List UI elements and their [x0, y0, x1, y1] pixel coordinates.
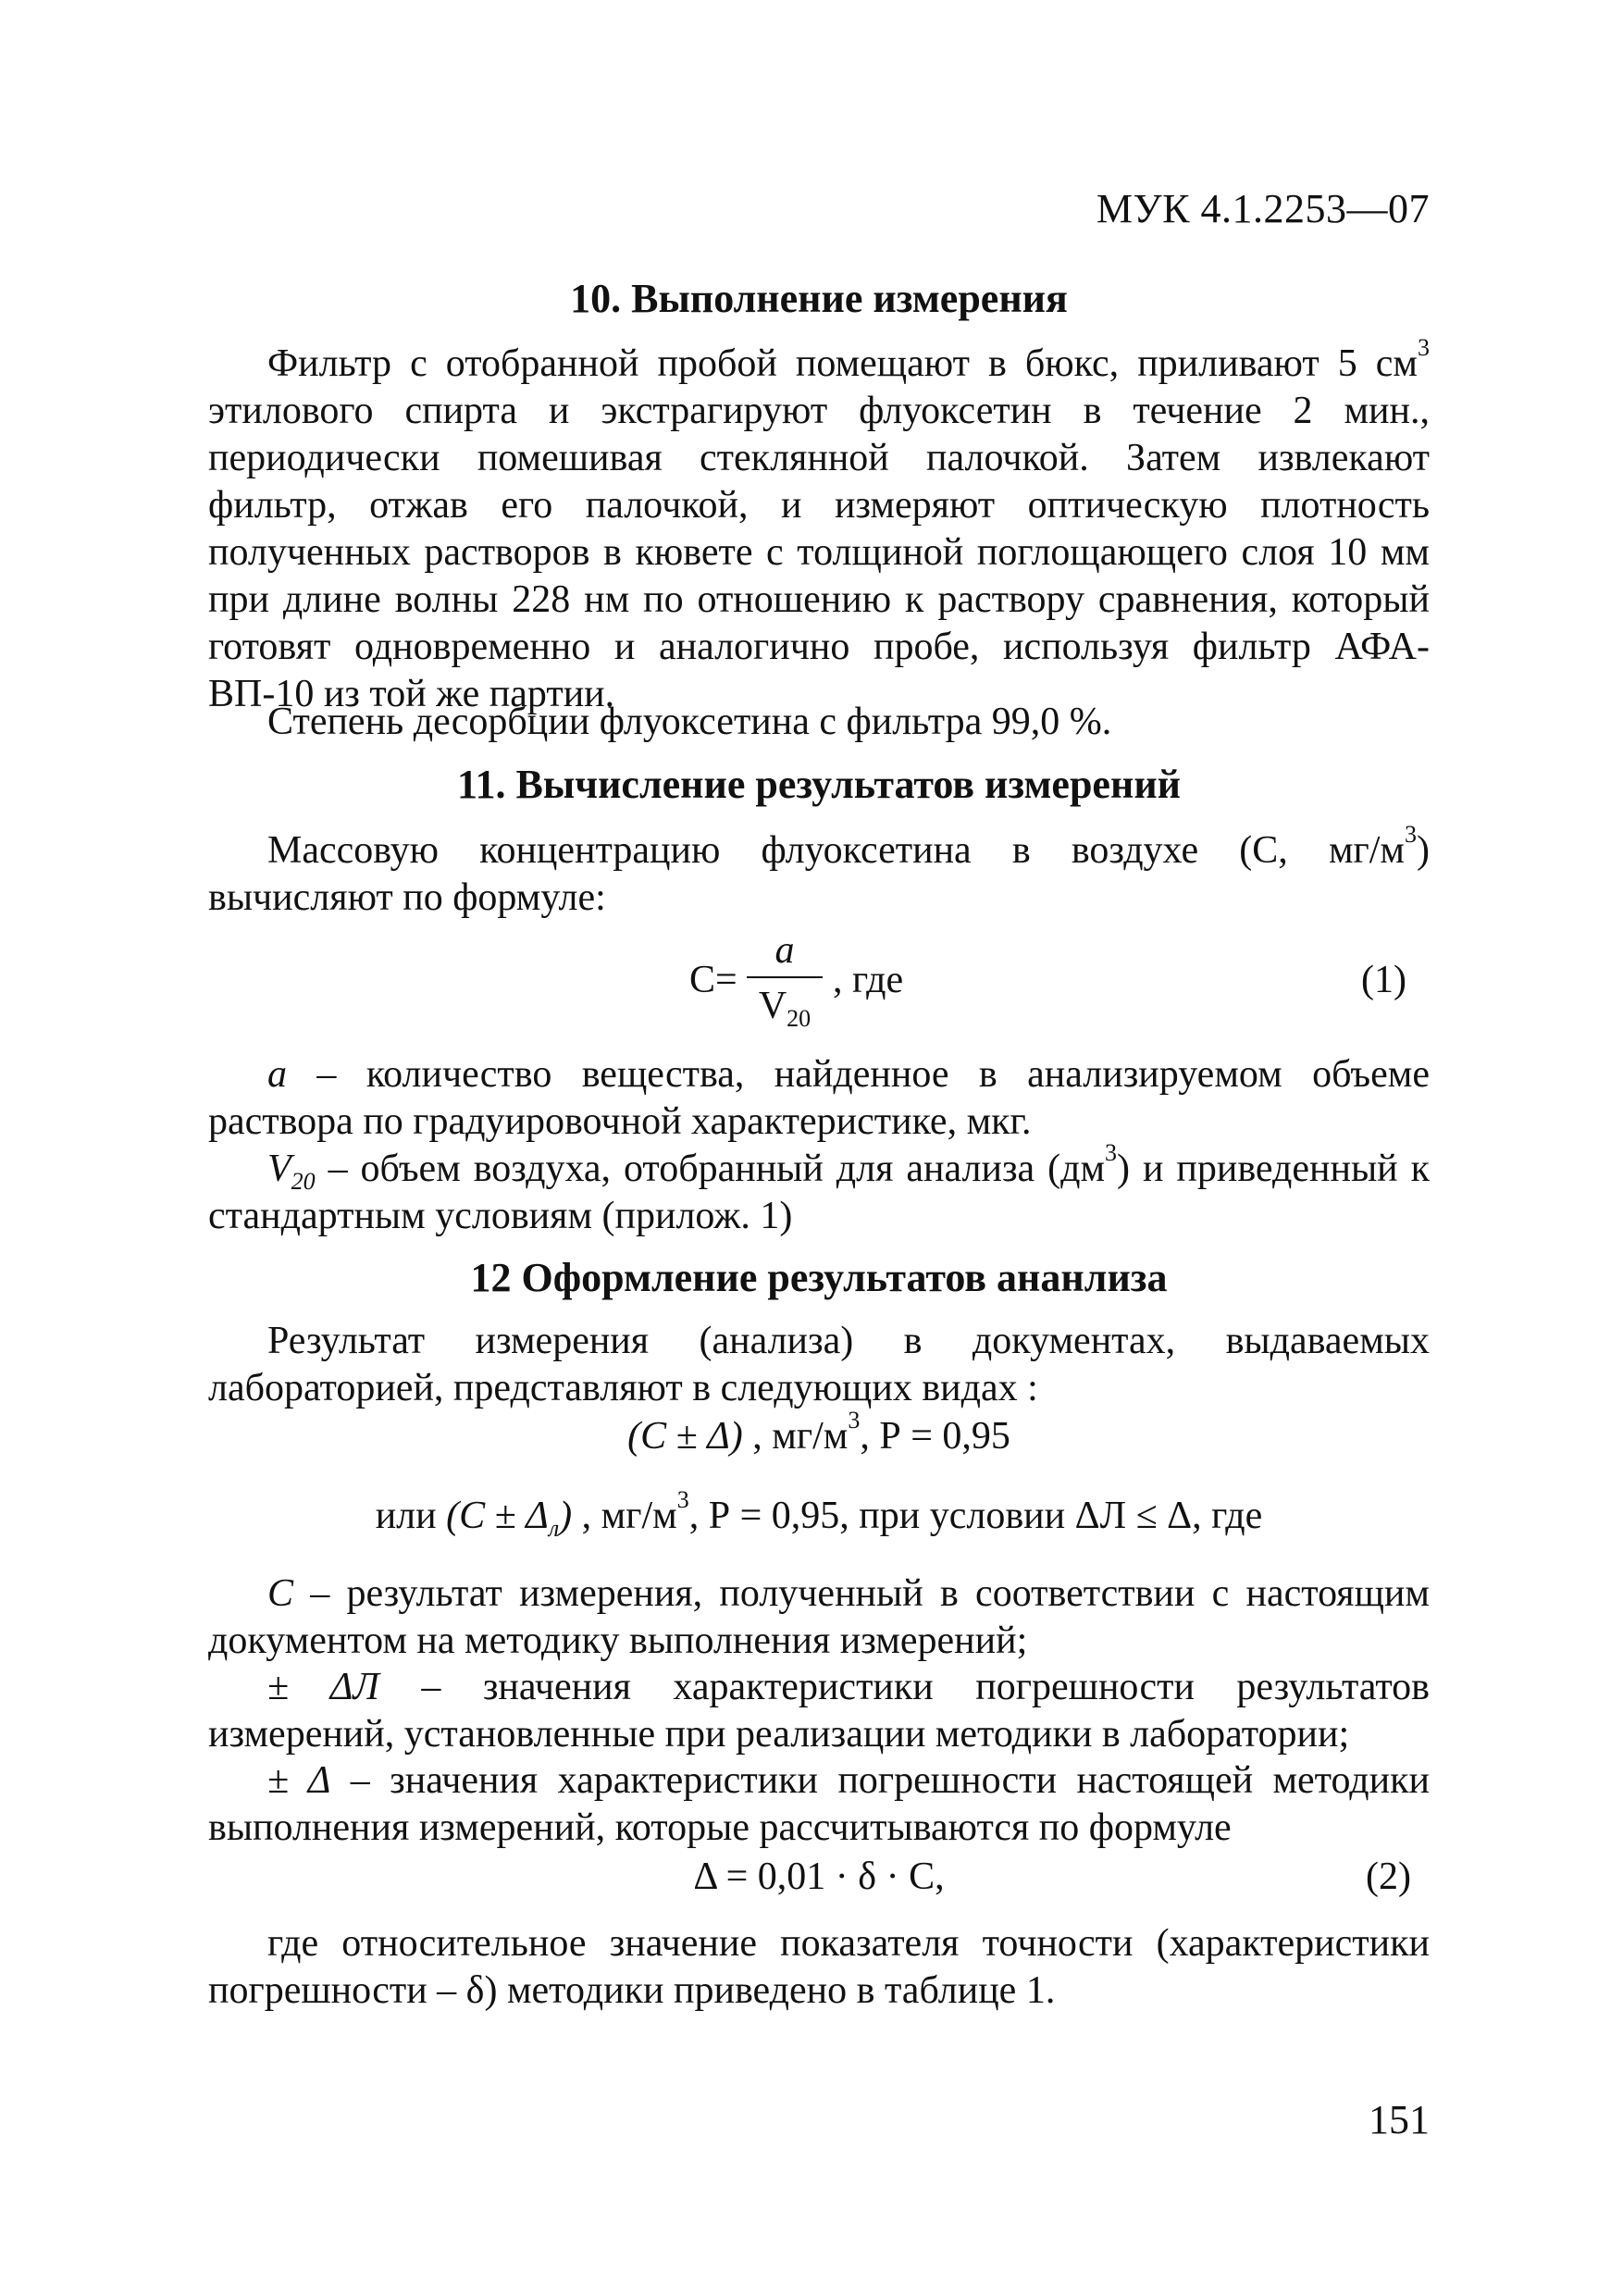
formula-2-number: (2) — [1366, 1855, 1411, 1898]
document-code-header: МУК 4.1.2253—07 — [1096, 186, 1430, 231]
symbol-main: V — [267, 1148, 291, 1190]
superscript: 3 — [848, 1406, 861, 1433]
formula-1-number: (1) — [1361, 959, 1406, 1001]
symbol-subscript: 20 — [291, 1168, 316, 1196]
superscript: 3 — [1405, 820, 1417, 848]
text-run: , Р = 0,95 — [860, 1415, 1010, 1458]
text-run: Фильтр с отобранной пробой помещают в бюкс, приливают 5 см — [267, 342, 1418, 385]
symbol — [267, 1148, 316, 1196]
section-11-heading: 11. Вычисление результатов измерений — [456, 762, 1182, 807]
expression — [446, 1495, 573, 1543]
section-12-paragraph-1: Результат измерения (анализа) в документах, выдаваемых лабораторией, представляют в следующих видах : — [208, 1320, 1430, 1409]
symbol: a — [267, 1053, 287, 1096]
expression-close: ) — [559, 1495, 573, 1537]
symbol: ± Δ — [267, 1759, 331, 1802]
formula-1 — [208, 930, 1430, 1041]
unit: , мг/м — [572, 1495, 677, 1537]
text-run: – результат измерения, полученный в соответствии с настоящим документом на методику выполнения измерений; — [208, 1572, 1430, 1662]
formula-1-rhs: , где — [833, 959, 904, 1001]
section-10-heading: 10. Выполнение измерения — [570, 276, 1068, 321]
fraction-bar — [747, 976, 823, 978]
unit: , мг/м — [742, 1415, 849, 1458]
definition-v20 — [208, 1138, 1430, 1240]
text-run: , Р = 0,95, при условии ΔЛ ≤ Δ, где — [688, 1495, 1263, 1537]
result-form-1 — [208, 1406, 1430, 1458]
text-run: – значения характеристики погрешности настоящей методики выполнения измерений, которые рассчитываются по формуле — [208, 1759, 1430, 1849]
formula-1-fraction — [743, 929, 826, 1033]
result-form-2 — [208, 1485, 1430, 1543]
text-run: ) вычисляют по формуле: — [208, 829, 1430, 919]
expression-main: (С ± Δ — [446, 1495, 549, 1537]
formula-1-denominator — [743, 982, 826, 1033]
section-12-last-paragraph: где относительное значение показателя точности (характеристики погрешности – δ) методики приведено в таблице 1. — [208, 1922, 1430, 2012]
text-run: или — [375, 1495, 447, 1537]
formula-2: Δ = 0,01 · δ · С, — [693, 1855, 945, 1898]
section-12-heading: 12 Оформление результатов ананлиза — [470, 1255, 1168, 1300]
definition-delta — [208, 1757, 1430, 1852]
denominator-subscript: 20 — [787, 1005, 812, 1033]
formula-1-lhs: С= — [689, 959, 737, 1001]
superscript: 3 — [1105, 1138, 1118, 1166]
page-number: 151 — [1369, 2097, 1430, 2142]
expression: (С ± Δ) — [627, 1415, 743, 1458]
formula-1-numerator: a — [774, 929, 795, 972]
section-11-paragraph-1 — [208, 820, 1430, 922]
text-run: – объем воздуха, отобранный для анализа (дм — [315, 1148, 1106, 1190]
expression-subscript: л — [548, 1515, 560, 1543]
symbol: С — [267, 1572, 294, 1615]
text-run: – значения характеристики погрешности результатов измерений, установленные при реализации методики в лаборатории; — [208, 1666, 1430, 1756]
definition-a — [208, 1051, 1430, 1146]
superscript: 3 — [1418, 333, 1430, 361]
section-10-paragraph-1 — [208, 333, 1430, 718]
text-run: Массовую концентрацию флуоксетина в воздухе (С, мг/м — [267, 829, 1405, 872]
text-run: этилового спирта и экстрагируют флуоксетин в течение 2 мин., периодически помешивая стеклянной палочкой. Затем извлекают фильтр, отжав его палочкой, и измеряют оптическую плотность полученных растворов в кювете с толщиной поглощающего слоя 10 мм при длине волны 228 нм по отношению к раствору сравнения, который готовят одновременно и аналогично пробе, используя фильтр АФА-ВП-10 из той же партии. — [208, 390, 1430, 715]
text-run: ) и приведенный к стандартным условиям (прилож. 1) — [208, 1148, 1430, 1237]
superscript: 3 — [676, 1485, 689, 1513]
section-10-paragraph-2: Степень десорбции флуоксетина с фильтра 99,0 %. — [267, 701, 1112, 743]
symbol: ± ΔЛ — [267, 1666, 379, 1708]
definition-c — [208, 1570, 1430, 1665]
document-page — [208, 0, 1430, 2296]
text-run: – количество вещества, найденное в анализируемом объеме раствора по градуировочной характеристике, мкг. — [208, 1053, 1430, 1143]
definition-delta-l — [208, 1664, 1430, 1758]
denominator-main: V — [758, 985, 787, 1027]
